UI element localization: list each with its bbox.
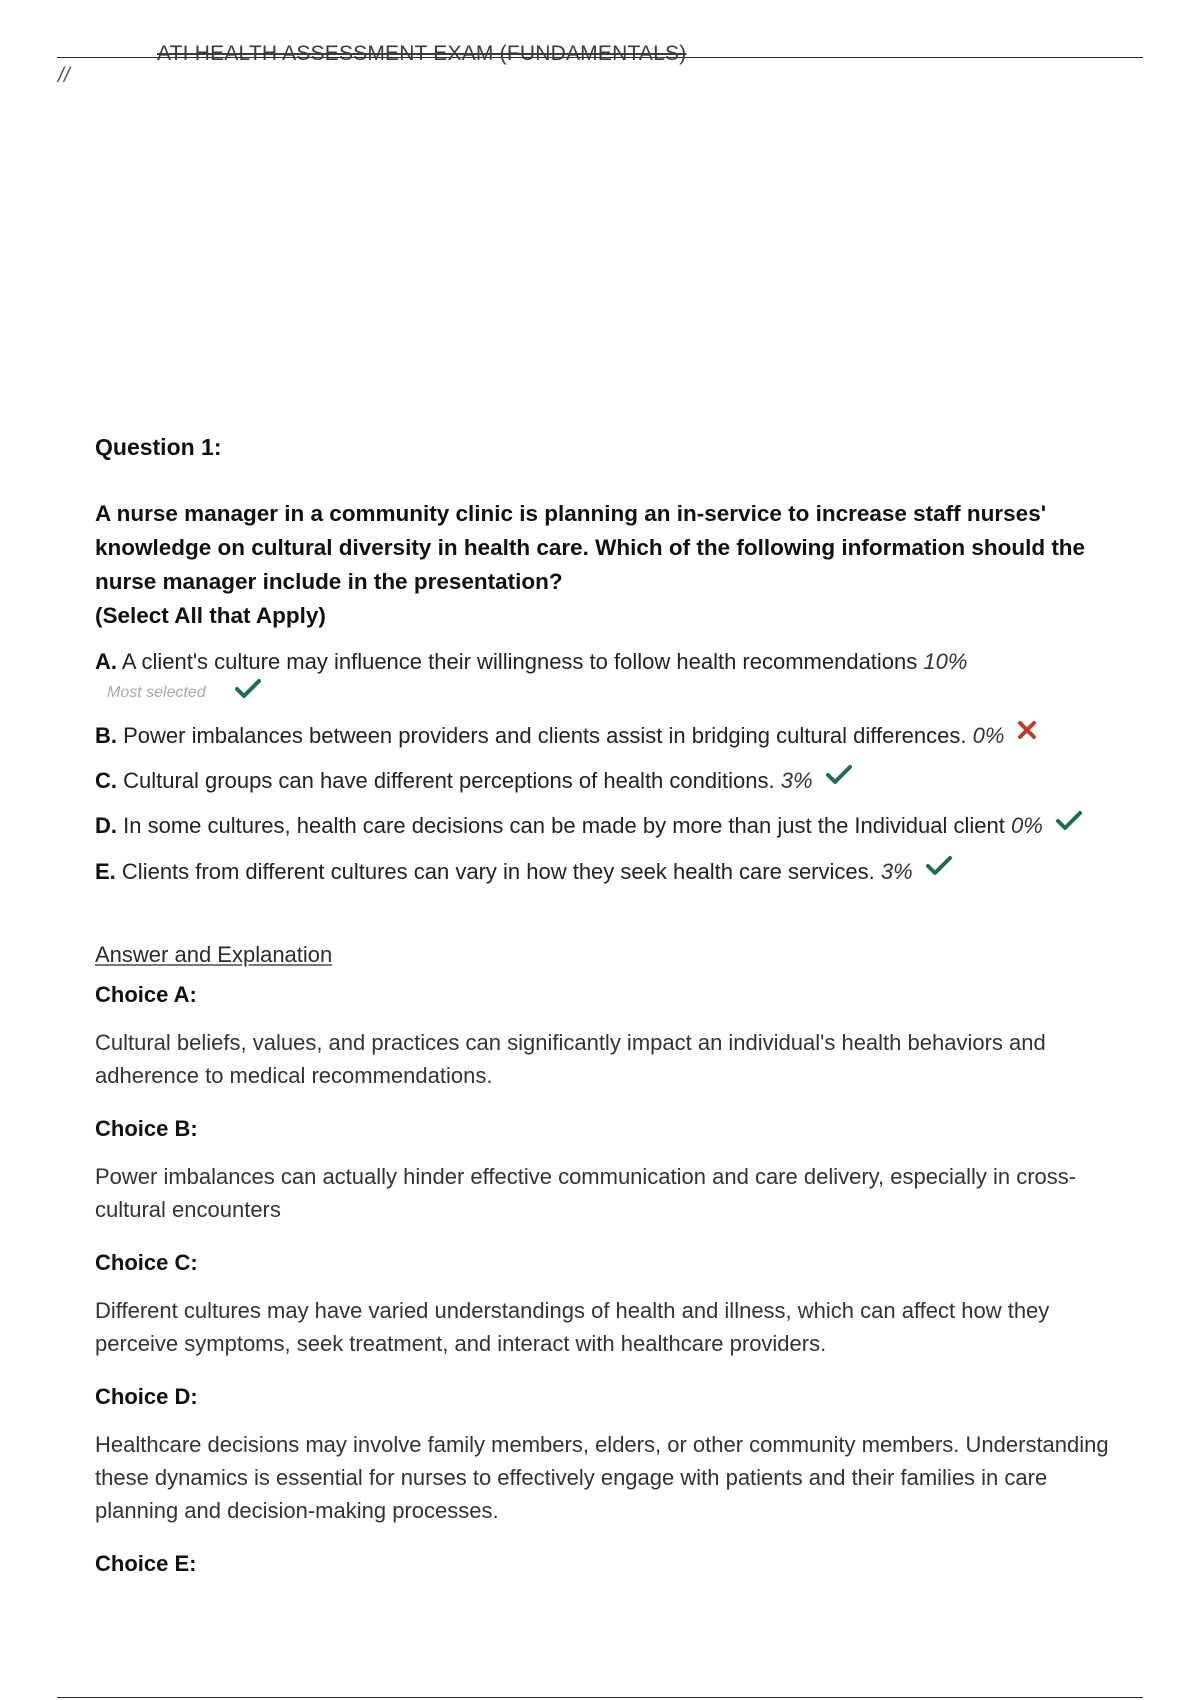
explanation-heading: Choice E:	[95, 1550, 197, 1576]
question-content	[95, 434, 1115, 1595]
choice-percent: 0%	[1010, 813, 1043, 839]
explanation-text: Different cultures may have varied understandings of health and illness, which can affect how they perceive symptoms, seek treatment, and interact with healthcare providers.	[95, 1297, 1050, 1356]
check-icon	[1055, 808, 1083, 842]
explanation-heading: Choice C:	[95, 1249, 198, 1275]
choice-letter: E.	[95, 858, 116, 884]
choice-a	[95, 645, 1115, 679]
choice-letter: A.	[95, 649, 117, 674]
choice-percent: 3%	[880, 858, 913, 884]
question-number: Question 1:	[95, 434, 222, 460]
choice-percent: 10%	[923, 649, 968, 674]
choice-text: Power imbalances between providers and clients assist in bridging cultural differences.	[123, 723, 967, 748]
most-selected-label: Most selected	[107, 684, 206, 701]
explanation-heading: Choice D:	[95, 1383, 198, 1409]
choice-c	[95, 764, 1115, 799]
footer-rule	[57, 1697, 1143, 1698]
check-icon	[825, 762, 853, 796]
choice-text: A client's culture may influence their willingness to follow health recommendations	[121, 649, 918, 674]
choice-letter: B.	[95, 723, 117, 748]
close-icon	[1016, 717, 1038, 751]
choice-text: In some cultures, health care decisions can be made by more than just the Individual client	[123, 813, 1005, 839]
question-instruction: (Select All that Apply)	[95, 603, 326, 628]
check-icon	[925, 853, 953, 887]
choice-letter: C.	[95, 768, 117, 794]
check-icon	[234, 678, 262, 705]
explanation-heading: Choice A:	[95, 981, 197, 1007]
explanation-text: Power imbalances can actually hinder effective communication and care delivery, especially in cross- cultural encounters	[95, 1163, 1077, 1222]
choice-percent: 0%	[972, 723, 1005, 748]
explanation-heading: Choice B:	[95, 1115, 198, 1141]
choice-b	[95, 719, 1115, 754]
document-title: ATI HEALTH ASSESSMENT EXAM (FUNDAMENTALS)	[157, 42, 687, 65]
choice-d	[95, 809, 1115, 844]
explanation-text: Healthcare decisions may involve family members, elders, or other community members. Understanding these dynamics is essential for nurses to effectively engage with patients and their families in care planning and decision-making processes.	[95, 1431, 1109, 1523]
question-stem: A nurse manager in a community clinic is planning an in-service to increase staff nurses' knowledge on cultural diversity in health care. Which of the following information should the nurse manager include in the presentation?	[95, 501, 1086, 594]
choice-percent: 3%	[780, 768, 813, 794]
choice-letter: D.	[95, 813, 117, 839]
choice-e	[95, 855, 1115, 890]
explanation-text: Cultural beliefs, values, and practices can significantly impact an individual's health behaviors and adherence to medical recommendations.	[95, 1029, 1046, 1088]
most-selected-row	[107, 679, 1115, 707]
choice-text: Cultural groups can have different perceptions of health conditions.	[123, 768, 775, 794]
header-slashes: //	[58, 64, 70, 87]
answer-explanation-link[interactable]: Answer and Explanation	[95, 941, 333, 967]
choice-text: Clients from different cultures can vary in how they seek health care services.	[121, 858, 875, 884]
